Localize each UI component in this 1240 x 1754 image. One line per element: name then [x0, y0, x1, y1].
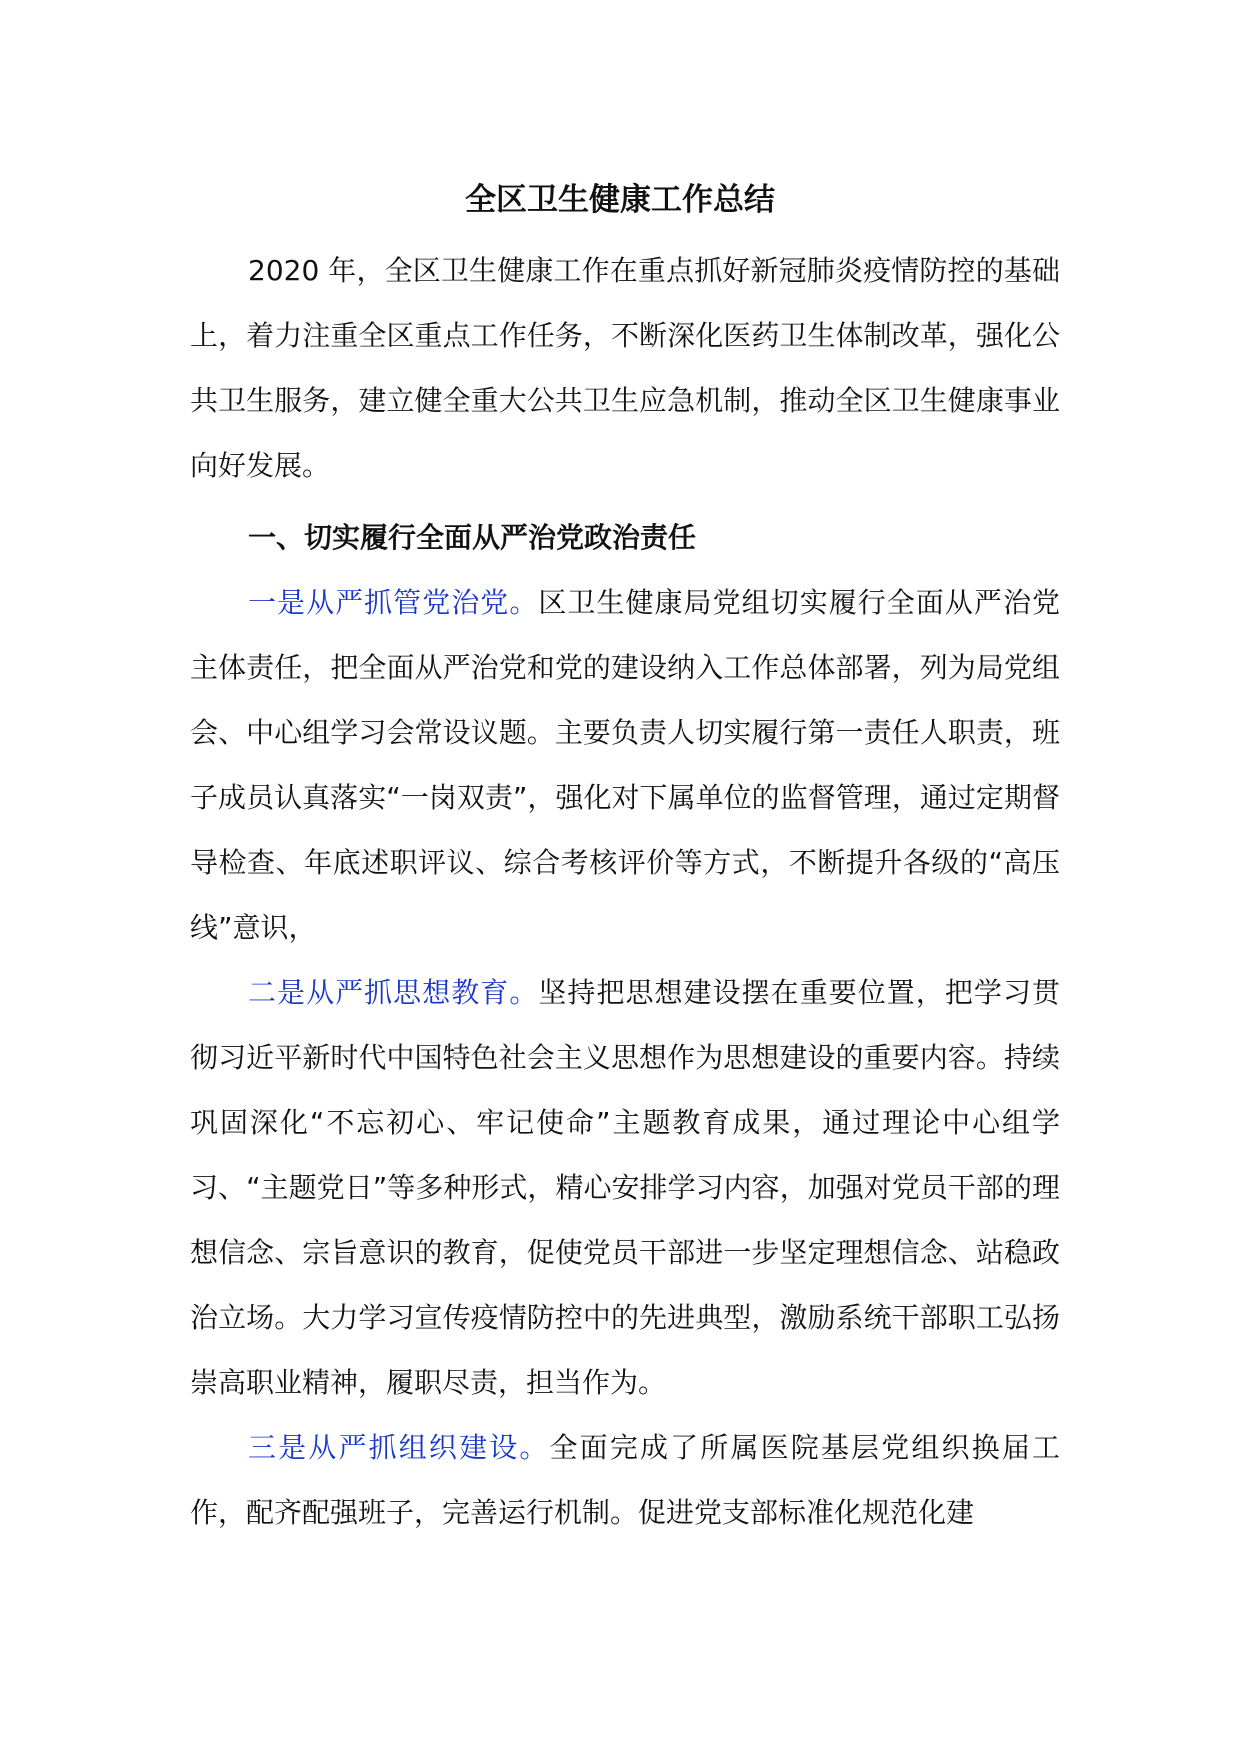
- paragraph-lead: 二是从严抓思想教育。: [248, 976, 539, 1009]
- paragraph-lead: 一是从严抓管党治党。: [248, 586, 539, 619]
- paragraph-text: 坚持把思想建设摆在重要位置，把学习贯彻习近平新时代中国特色社会主义思想作为思想建设的重要内容。持续巩固深化“不忘初心、牢记使命”主题教育成果，通过理论中心组学习、“主题党日”等多种形式，精心安排学习内容，加强对党员干部的理想信念、宗旨意识的教育，促使党员干部进一步坚定理想信念、站稳政治立场。大力学习宣传疫情防控中的先进典型，激励系统干部职工弘扬崇高职业精神，履职尽责，担当作为。: [190, 976, 1060, 1399]
- paragraph-lead: 三是从严抓组织建设。: [248, 1431, 550, 1464]
- paragraph-text: 全面完成了所属医院基层党组织换届工作，配齐配强班子，完善运行机制。促进党支部标准化规范化建: [190, 1431, 1060, 1529]
- document-title: 全区卫生健康工作总结: [465, 182, 775, 218]
- section-heading: 一、切实履行全面从严治党政治责任: [248, 521, 697, 554]
- paragraph-first: [190, 570, 1060, 960]
- intro-paragraph: 2020 年，全区卫生健康工作在重点抓好新冠肺炎疫情防控的基础上，着力注重全区重点工作任务，不断深化医药卫生体制改革，强化公共卫生服务，建立健全重大公共卫生应急机制，推动全区卫生健康事业向好发展。: [190, 254, 1060, 482]
- paragraph-third: [190, 1415, 1060, 1545]
- paragraph-second: [190, 960, 1060, 1415]
- paragraph-text: 区卫生健康局党组切实履行全面从严治党主体责任，把全面从严治党和党的建设纳入工作总体部署，列为局党组会、中心组学习会常设议题。主要负责人切实履行第一责任人职责，班子成员认真落实“一岗双责”，强化对下属单位的监督管理，通过定期督导检查、年底述职评议、综合考核评价等方式，不断提升各级的“高压线”意识，: [190, 586, 1060, 944]
